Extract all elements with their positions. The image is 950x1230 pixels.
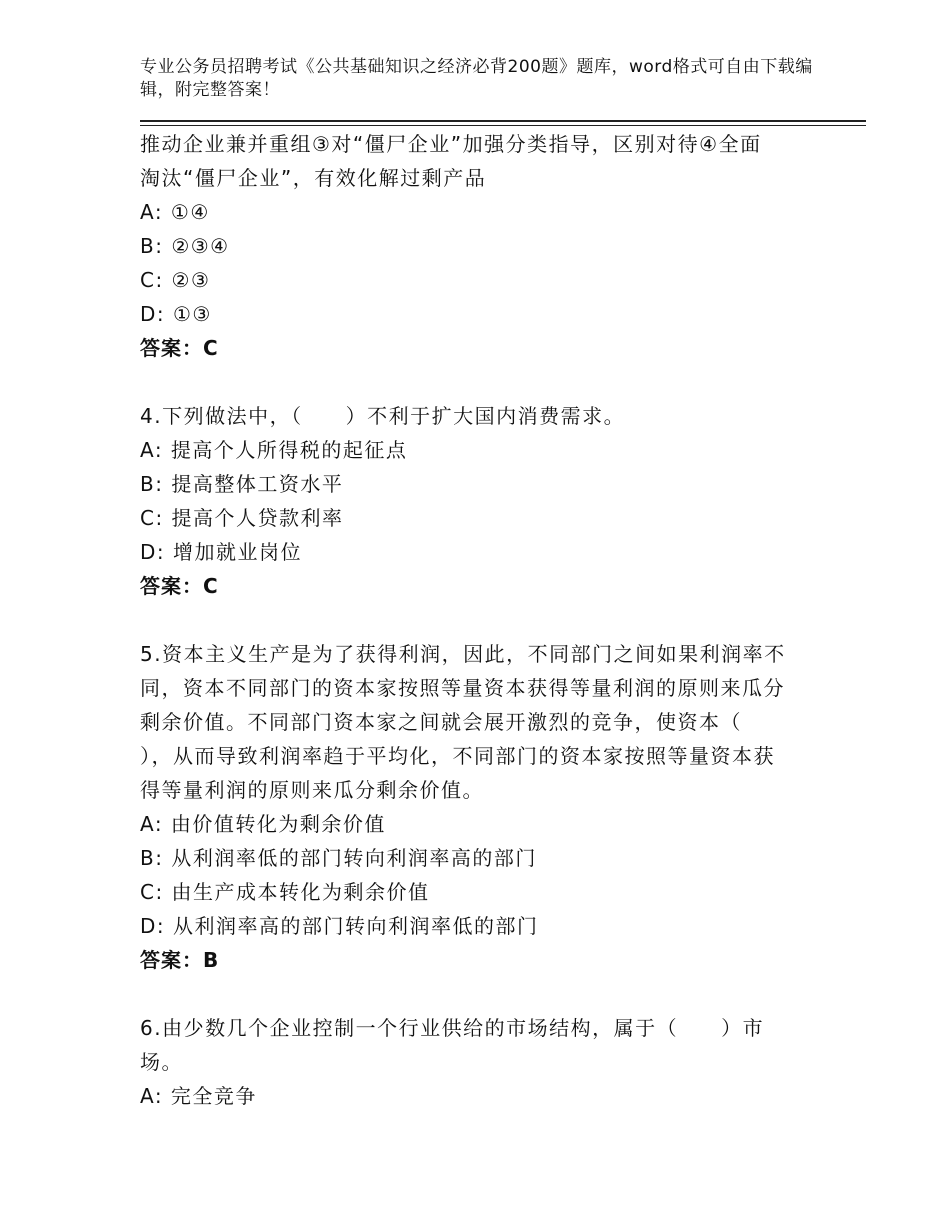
question-line: 4.下列做法中，（ ）不利于扩大国内消费需求。 (140, 404, 626, 428)
header-rule-thick (140, 120, 866, 122)
spacer (140, 365, 820, 399)
option-c: C: 提高个人贷款利率 (140, 506, 344, 530)
question-line: 6.由少数几个企业控制一个行业供给的市场结构，属于（ ）市 (140, 1016, 765, 1040)
option-a: A: 完全竞争 (140, 1084, 257, 1108)
spacer (140, 603, 820, 637)
question-line: ），从而导致利润率趋于平均化，不同部门的资本家按照等量资本获 (140, 744, 775, 768)
option-c: C: 由生产成本转化为剩余价值 (140, 880, 430, 904)
question-block (140, 637, 820, 977)
option-c: C: ②③ (140, 268, 211, 292)
option-d: D: 增加就业岗位 (140, 540, 302, 564)
question-line: 剩余价值。不同部门资本家之间就会展开激烈的竞争，使资本（ (140, 710, 742, 734)
spacer (140, 977, 820, 1011)
question-line: 场。 (140, 1050, 183, 1074)
option-a: A: ①④ (140, 200, 210, 224)
option-d: D: ①③ (140, 302, 212, 326)
option-d: D: 从利润率高的部门转向利润率低的部门 (140, 914, 539, 938)
question-line: 推动企业兼并重组③对“僵尸企业”加强分类指导，区别对待④全面 (140, 132, 762, 156)
question-block (140, 399, 820, 603)
header-rule-thin (140, 125, 866, 126)
option-b: B: 提高整体工资水平 (140, 472, 344, 496)
answer: 答案：B (140, 948, 220, 972)
question-block (140, 127, 820, 365)
option-a: A: 由价值转化为剩余价值 (140, 812, 386, 836)
question-line: 得等量利润的原则来瓜分剩余价值。 (140, 778, 484, 802)
option-b: B: ②③④ (140, 234, 230, 258)
question-line: 5.资本主义生产是为了获得利润，因此，不同部门之间如果利润率不 (140, 642, 786, 666)
answer: 答案：C (140, 574, 219, 598)
question-line: 淘汰“僵尸企业”，有效化解过剩产品 (140, 166, 487, 190)
document-header: 专业公务员招聘考试《公共基础知识之经济必背200题》题库，word格式可自由下载编辑，附完整答案！ (140, 57, 813, 100)
option-a: A: 提高个人所得税的起征点 (140, 438, 408, 462)
question-block (140, 1011, 820, 1113)
option-b: B: 从利润率低的部门转向利润率高的部门 (140, 846, 537, 870)
question-line: 同，资本不同部门的资本家按照等量资本获得等量利润的原则来瓜分 (140, 676, 785, 700)
question-content (140, 127, 820, 1113)
answer: 答案：C (140, 336, 219, 360)
